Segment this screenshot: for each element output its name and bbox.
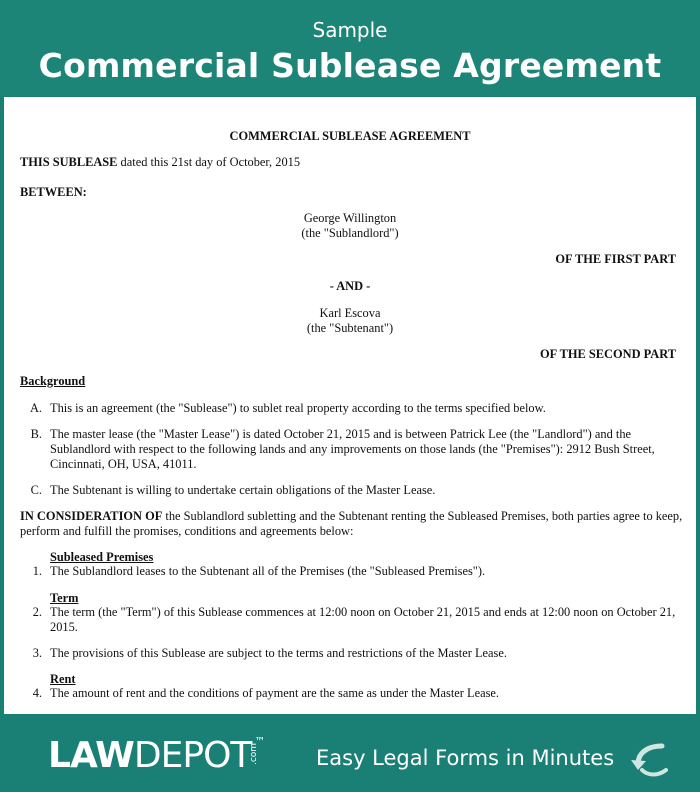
list-item-text: The term (the "Term") of this Sublease commences at 12:00 noon on October 21, 2015 and ends at 12:00 noon on October 21, 2015.	[50, 605, 676, 634]
list-item-text: The Subtenant is willing to undertake certain obligations of the Master Lease.	[50, 483, 436, 497]
list-item-text: The provisions of this Sublease are subject to the terms and restrictions of the Master Lease.	[50, 646, 507, 660]
background-heading: Background	[20, 374, 86, 388]
second-part-label: OF THE SECOND PART	[540, 347, 676, 361]
banner-header	[0, 0, 700, 96]
section-heading-rent: Rent	[50, 672, 76, 686]
list-item-text: The master lease (the "Master Lease") is dated October 21, 2015 and is between Patrick Lee (the "Landlord") and the Sublandlord with respect to the following lands and any improvements on those lands (the "Premises"): 2912 Bush Street, Cincinnati, OH, USA, 41011.	[50, 427, 655, 471]
list-item	[18, 646, 678, 661]
list-item	[18, 686, 678, 701]
intro-bold: THIS SUBLEASE	[20, 155, 118, 169]
list-item-label: 4.	[32, 686, 42, 700]
consideration-rest: the Sublandlord subletting and the Subtenant renting the Subleased Premises, both parties agree to keep, perform and fulfill the promises, conditions and agreements below:	[20, 509, 683, 538]
consideration-paragraph	[20, 509, 684, 539]
between-label: BETWEEN:	[20, 185, 87, 199]
list-item-label: 2.	[32, 605, 42, 619]
list-item-label: B.	[30, 427, 42, 441]
section-heading-subleased-premises: Subleased Premises	[50, 550, 154, 564]
list-item-label: A.	[29, 401, 42, 415]
first-part-label: OF THE FIRST PART	[555, 252, 676, 266]
sublandlord-role: (the "Sublandlord")	[301, 226, 399, 240]
document-page	[4, 97, 696, 714]
banner-sample-label: Sample	[312, 18, 388, 42]
list-item-text: The Sublandlord leases to the Subtenant all of the Premises (the "Subleased Premises").	[50, 564, 486, 578]
list-item-label: 1.	[32, 564, 42, 578]
logo-com-text: .com	[249, 742, 260, 766]
logo-law-text: LAW	[48, 735, 134, 776]
list-item-text: The amount of rent and the conditions of payment are the same as under the Master Lease.	[50, 686, 500, 700]
lawdepot-logo[interactable]	[48, 735, 266, 776]
banner-title: Commercial Sublease Agreement	[38, 46, 662, 85]
list-item-label: 3.	[32, 646, 42, 660]
list-item-text: This is an agreement (the "Sublease") to sublet real property according to the terms specified below.	[50, 401, 546, 415]
and-separator: - AND -	[329, 279, 371, 293]
sublandlord-name: George Willington	[303, 211, 397, 225]
list-item	[18, 564, 678, 579]
list-item	[18, 605, 678, 635]
banner-footer	[0, 718, 700, 792]
logo-depot-text: DEPOT	[133, 735, 252, 776]
list-item	[18, 401, 678, 416]
subtenant-name: Karl Escova	[319, 306, 381, 320]
section-heading-term: Term	[50, 591, 79, 605]
list-item	[18, 427, 678, 472]
footer-tagline: Easy Legal Forms in Minutes	[316, 746, 615, 770]
curved-arrow-icon	[628, 740, 670, 780]
list-item-label: C.	[30, 483, 42, 497]
consideration-bold: IN CONSIDERATION OF	[20, 509, 163, 523]
intro-rest: dated this 21st day of October, 2015	[117, 155, 301, 169]
document-heading: COMMERCIAL SUBLEASE AGREEMENT	[229, 129, 471, 143]
intro-line	[20, 155, 300, 170]
list-item	[18, 483, 678, 498]
trademark-mark: ™	[254, 735, 266, 748]
subtenant-role: (the "Subtenant")	[306, 321, 394, 335]
